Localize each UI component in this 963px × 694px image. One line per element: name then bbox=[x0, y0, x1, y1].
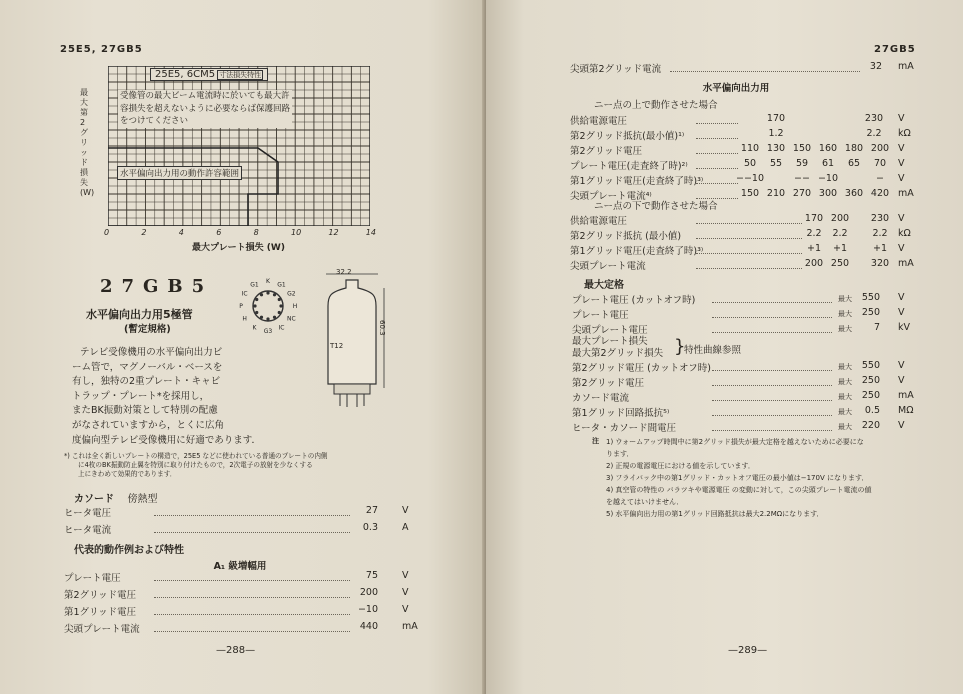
row-unit: V bbox=[898, 243, 905, 254]
pin-label: P bbox=[239, 303, 243, 310]
tube-base bbox=[334, 384, 370, 394]
pin-dot bbox=[278, 298, 281, 301]
chart-title bbox=[150, 68, 268, 81]
operating-region-boundary bbox=[108, 148, 278, 226]
row-value: 32 bbox=[869, 61, 882, 72]
tube-subtitle: 水平偏向出力用5極管 bbox=[86, 308, 193, 321]
tube-tentative: (暫定規格) bbox=[124, 324, 171, 335]
note-line: ります． bbox=[606, 450, 634, 458]
dim-top: 32.2 bbox=[336, 268, 352, 276]
row-unit: V bbox=[898, 360, 905, 371]
row-label: 第1グリッド電圧(走査終了時)³⁾ bbox=[570, 246, 704, 257]
row-unit: V bbox=[898, 292, 905, 303]
dot-leader bbox=[696, 253, 802, 254]
x-tick-label: 10 bbox=[291, 228, 302, 237]
row-unit: mA bbox=[898, 390, 914, 401]
cathode-heading bbox=[74, 490, 157, 505]
dot-leader bbox=[696, 238, 802, 239]
row-value: 130 bbox=[766, 143, 786, 154]
running-head-left: 25E5, 27GB5 bbox=[60, 44, 143, 55]
row-label: 第1グリッド電圧 bbox=[64, 607, 137, 618]
pin-dot bbox=[266, 291, 269, 294]
row-label: 尖頭プレート電流 bbox=[570, 261, 646, 272]
pin-diagram-base bbox=[253, 291, 283, 321]
row-value: 61 bbox=[821, 158, 835, 169]
note-line: 4) 真空管の特性の バラツキや電源電圧 の変動に対して，この尖頭プレート電流の値 bbox=[606, 486, 872, 494]
horiz-heading: 水平偏向出力用 bbox=[702, 83, 770, 94]
tube-outline bbox=[312, 266, 392, 412]
row-value: +1 bbox=[806, 243, 821, 254]
row-label: 第2グリッド電圧 (カットオフ時) bbox=[572, 363, 711, 374]
dot-leader bbox=[154, 614, 350, 615]
dot-leader bbox=[712, 385, 832, 386]
tube-description bbox=[72, 346, 261, 448]
max-prefix: 最大 bbox=[838, 310, 852, 318]
pin-label: K bbox=[252, 324, 257, 332]
pin-label: H bbox=[292, 303, 298, 310]
tube-name: 27GB5 bbox=[100, 276, 214, 297]
folio-left: —288— bbox=[216, 645, 256, 656]
row-value: −10 bbox=[357, 604, 378, 615]
dot-leader bbox=[712, 400, 832, 401]
dot-leader bbox=[154, 631, 350, 632]
row-label: 尖頭プレート電流⁴⁾ bbox=[570, 191, 652, 202]
row-label: 供給電源電圧 bbox=[570, 116, 628, 127]
row-unit: mA bbox=[898, 188, 914, 199]
row-value: 220 bbox=[861, 420, 880, 431]
base-label: T12 bbox=[330, 342, 344, 350]
pin-diagram bbox=[228, 270, 308, 342]
row-label: プレート電圧(走査終了時)²⁾ bbox=[570, 161, 688, 172]
row-value: 440 bbox=[359, 621, 378, 632]
row-label: プレート電圧 bbox=[572, 310, 629, 321]
row-value: 2.2 bbox=[806, 228, 822, 239]
row-value: 360 bbox=[844, 188, 864, 199]
dot-leader bbox=[154, 580, 350, 581]
dot-leader bbox=[712, 415, 832, 416]
row-unit: V bbox=[402, 587, 409, 598]
loss-brace: } bbox=[674, 336, 686, 357]
row-unit: kΩ bbox=[898, 228, 911, 239]
row-value: 230 bbox=[870, 213, 890, 224]
pin-label: H bbox=[242, 315, 247, 323]
dot-leader bbox=[696, 183, 738, 184]
pin-dot bbox=[278, 311, 281, 314]
dot-leader bbox=[712, 430, 832, 431]
row-value: 59 bbox=[795, 158, 809, 169]
x-tick-label: 14 bbox=[365, 228, 376, 237]
pin-dot bbox=[273, 316, 276, 319]
row-value: 1.2 bbox=[768, 128, 784, 139]
description-line: テレビ受像機用の水平偏向出力ビ bbox=[80, 347, 223, 358]
row-value: 250 bbox=[861, 390, 880, 401]
row-unit: V bbox=[402, 505, 409, 516]
typical-heading: 代表的動作例および特性 bbox=[74, 545, 184, 556]
row-label: ヒータ電圧 bbox=[64, 508, 112, 519]
dot-leader bbox=[696, 268, 802, 269]
row-unit: V bbox=[898, 307, 905, 318]
row-label: 第2グリッド電圧 bbox=[572, 378, 645, 389]
note-line: 5) 水平偏向出力用の第1グリッド回路抵抗は最大2.2MΩになります． bbox=[606, 510, 824, 518]
pin-dot bbox=[260, 293, 263, 296]
row-value: 110 bbox=[740, 143, 760, 154]
description-line: 有し，独特の2重プレート・キャビ bbox=[72, 376, 221, 388]
row-unit: A bbox=[402, 522, 409, 533]
row-label: ヒータ・カソード間電圧 bbox=[572, 423, 677, 434]
loss-rows bbox=[572, 336, 663, 360]
pin-dot bbox=[279, 304, 282, 307]
row-value: +1 bbox=[872, 243, 887, 254]
cond2-heading: ニー点の下で動作させた場合 bbox=[594, 201, 718, 212]
row-value: 200 bbox=[359, 587, 378, 598]
chart-title-text: 25E5, 6CM5 bbox=[155, 69, 216, 80]
pin-label: G2 bbox=[287, 290, 296, 298]
row-value: 180 bbox=[844, 143, 864, 154]
pin-dot bbox=[255, 298, 258, 301]
pin-label: K bbox=[266, 278, 270, 285]
row-value: 170 bbox=[766, 113, 786, 124]
row-label: 第1グリッド電圧(走査終了時)³⁾ bbox=[570, 176, 704, 187]
row-unit: MΩ bbox=[898, 405, 914, 416]
row-value: 2.2 bbox=[832, 228, 848, 239]
chart-warning-line: をつけてください bbox=[120, 116, 189, 126]
row-unit: V bbox=[898, 420, 905, 431]
chart-warning bbox=[118, 90, 292, 128]
row-value: 0.3 bbox=[362, 522, 378, 533]
row-value: 550 bbox=[861, 360, 880, 371]
row-value: 250 bbox=[830, 258, 850, 269]
x-tick-label: 8 bbox=[253, 228, 259, 237]
row-unit: mA bbox=[898, 61, 914, 72]
description-line: またBK振動対策として特別の配慮 bbox=[72, 405, 218, 417]
x-tick-label: 6 bbox=[216, 228, 222, 237]
row-label: 尖頭プレート電圧 bbox=[572, 325, 648, 336]
dot-leader bbox=[712, 370, 832, 371]
row-unit: V bbox=[898, 213, 905, 224]
row-value: 65 bbox=[847, 158, 861, 169]
dot-leader bbox=[154, 532, 350, 533]
loss-note: 特性曲線参照 bbox=[684, 345, 742, 356]
pin-dot bbox=[273, 293, 276, 296]
row-label: 第1グリッド回路抵抗⁵⁾ bbox=[572, 408, 670, 419]
row-label: カソード電流 bbox=[572, 393, 630, 404]
max-heading: 最大定格 bbox=[584, 280, 624, 291]
row-value: 320 bbox=[870, 258, 890, 269]
row-unit: V bbox=[898, 173, 905, 184]
footnote-line: *) これは全く新しいプレートの構造で，25E5 などに使われている普通のプレートの内側 bbox=[64, 452, 328, 460]
x-tick-label: 12 bbox=[328, 228, 339, 237]
row-value: 200 bbox=[830, 213, 850, 224]
row-value: +1 bbox=[832, 243, 847, 254]
right-page bbox=[486, 0, 963, 694]
row-label: 第2グリッド電圧 bbox=[570, 146, 643, 157]
row-label: 尖頭第2グリッド電流 bbox=[570, 64, 662, 75]
max-prefix: 最大 bbox=[838, 393, 852, 401]
row-value: 27 bbox=[365, 505, 378, 516]
row-value: 150 bbox=[792, 143, 812, 154]
notes bbox=[606, 436, 871, 520]
footnote-line: 上にきわめて効果的であります． bbox=[78, 470, 177, 478]
pin-label: IC bbox=[241, 290, 248, 298]
row-label: 第2グリッド抵抗 (最小値) bbox=[570, 231, 682, 242]
row-unit: V bbox=[898, 143, 905, 154]
cond1-heading: ニー点の上で動作させた場合 bbox=[594, 100, 718, 111]
footnote-line: に4枚のBK振動防止翼を特別に取り付けたもので，2次電子の放射を少なくする bbox=[78, 461, 313, 469]
row-label: 第2グリッド電圧 bbox=[64, 590, 137, 601]
x-tick-label: 4 bbox=[178, 228, 184, 237]
row-value: 300 bbox=[818, 188, 838, 199]
row-value: 75 bbox=[365, 570, 378, 581]
row-value: 200 bbox=[804, 258, 824, 269]
chart-region-label: 水平偏向出力用の動作許容範囲 bbox=[117, 166, 242, 180]
row-value: 200 bbox=[870, 143, 890, 154]
pin-label: G1 bbox=[250, 281, 259, 289]
row-unit: V bbox=[402, 604, 409, 615]
note-line: を越えてはいけません． bbox=[606, 498, 684, 506]
row-value: 270 bbox=[792, 188, 812, 199]
row-value: −−10 bbox=[736, 173, 765, 184]
pin-label: IC bbox=[278, 324, 285, 332]
note-line: 2) 正規の電源電圧における値を示しています． bbox=[606, 462, 755, 470]
row-label: プレート電圧 bbox=[64, 573, 121, 584]
notes-label: 注 bbox=[592, 437, 599, 445]
pin-dot bbox=[255, 311, 258, 314]
row-value: 550 bbox=[861, 292, 880, 303]
row-value: 150 bbox=[740, 188, 760, 199]
x-tick-label: 0 bbox=[104, 228, 110, 237]
max-prefix: 最大 bbox=[838, 423, 852, 431]
pin-dot bbox=[266, 317, 269, 320]
row-value: 50 bbox=[743, 158, 757, 169]
max-prefix: 最大 bbox=[838, 378, 852, 386]
x-tick-label: 2 bbox=[141, 228, 147, 237]
dot-leader bbox=[154, 597, 350, 598]
running-head-right: 27GB5 bbox=[874, 44, 916, 55]
row-label: プレート電圧 (カットオフ時) bbox=[572, 295, 696, 306]
row-value: 420 bbox=[870, 188, 890, 199]
dot-leader bbox=[154, 515, 350, 516]
pin-dot bbox=[253, 304, 256, 307]
cathode-label: カソード bbox=[74, 494, 114, 505]
row-value: −10 bbox=[817, 173, 839, 184]
max-prefix: 最大 bbox=[838, 295, 852, 303]
max-prefix: 最大 bbox=[838, 325, 852, 333]
row-value: 170 bbox=[804, 213, 824, 224]
row-value: 230 bbox=[864, 113, 884, 124]
row-label: 尖頭プレート電流 bbox=[64, 624, 140, 635]
dot-leader bbox=[696, 138, 738, 139]
row-value: −− bbox=[794, 173, 810, 184]
row-label: 第2グリッド抵抗(最小値)¹⁾ bbox=[570, 131, 685, 142]
row-value: − bbox=[876, 173, 884, 184]
chart-warning-line: 容損失を超えないように必要ならば保護回路 bbox=[120, 103, 291, 114]
dot-leader bbox=[712, 302, 832, 303]
dot-leader bbox=[670, 71, 860, 72]
row-value: 70 bbox=[873, 158, 887, 169]
row-label: ヒータ電流 bbox=[64, 525, 112, 536]
row-unit: V bbox=[898, 113, 905, 124]
row-label: 供給電源電圧 bbox=[570, 216, 628, 227]
row-unit: V bbox=[898, 158, 905, 169]
row-value: 0.5 bbox=[864, 405, 880, 416]
pin-label: NC bbox=[287, 315, 296, 323]
dot-leader bbox=[712, 317, 832, 318]
tube-footnote bbox=[64, 452, 328, 479]
description-line: ーム管で，マグノーバル・ベースを bbox=[72, 361, 223, 373]
row-unit: mA bbox=[898, 258, 914, 269]
row-value: 160 bbox=[818, 143, 838, 154]
loss-row: 最大プレート損失 bbox=[572, 336, 648, 347]
note-line: 1) ウォームアップ時間中に第2グリッド損失が最大定格を越えないために必要にな bbox=[606, 438, 864, 446]
pin-label: G3 bbox=[263, 328, 273, 335]
dot-leader bbox=[696, 123, 738, 124]
row-unit: mA bbox=[402, 621, 418, 632]
cathode-type: 傍熱型 bbox=[127, 494, 158, 505]
chart-xlabel: 最大プレート損失 (W) bbox=[192, 243, 285, 253]
row-unit: V bbox=[898, 375, 905, 386]
dim-side: 60.3 bbox=[378, 320, 386, 336]
dot-leader bbox=[696, 168, 738, 169]
row-value: 2.2 bbox=[872, 228, 888, 239]
row-value: 55 bbox=[769, 158, 783, 169]
row-unit: kΩ bbox=[898, 128, 911, 139]
folio-right: —289— bbox=[728, 645, 768, 656]
chart-title-tag: 寸法損失特性 bbox=[219, 71, 262, 79]
pin-dot bbox=[260, 316, 263, 319]
class-a-heading: A₁ 級増幅用 bbox=[213, 561, 267, 572]
tube-envelope bbox=[328, 280, 376, 384]
note-line: 3) フライバック中の第1グリッド・カットオフ電圧の最小値は−170V になります． bbox=[606, 474, 869, 482]
chart-ylabel: 最大第2グリッド損失 (W) bbox=[80, 88, 95, 197]
max-prefix: 最大 bbox=[838, 363, 852, 371]
description-line: 度偏向型テレビ受像機用に好適であります． bbox=[72, 434, 262, 446]
dot-leader bbox=[696, 153, 738, 154]
description-line: がなされていますから，とくに広角 bbox=[72, 419, 225, 431]
chart-warning-line: 受像管の最大ビーム電流時に於いても最大許 bbox=[120, 91, 290, 101]
pin-label: G1 bbox=[277, 281, 286, 289]
loss-row: 最大第2グリッド損失 bbox=[572, 348, 664, 359]
description-line: トラップ・プレート*を採用し， bbox=[72, 390, 210, 402]
row-value: 250 bbox=[861, 375, 880, 386]
dot-leader bbox=[712, 332, 832, 333]
row-value: 210 bbox=[766, 188, 786, 199]
row-value: 7 bbox=[873, 322, 880, 333]
row-unit: kV bbox=[898, 322, 911, 333]
row-value: 2.2 bbox=[866, 128, 882, 139]
dot-leader bbox=[696, 223, 802, 224]
row-value: 250 bbox=[861, 307, 880, 318]
row-unit: V bbox=[402, 570, 409, 581]
max-prefix: 最大 bbox=[838, 408, 852, 416]
